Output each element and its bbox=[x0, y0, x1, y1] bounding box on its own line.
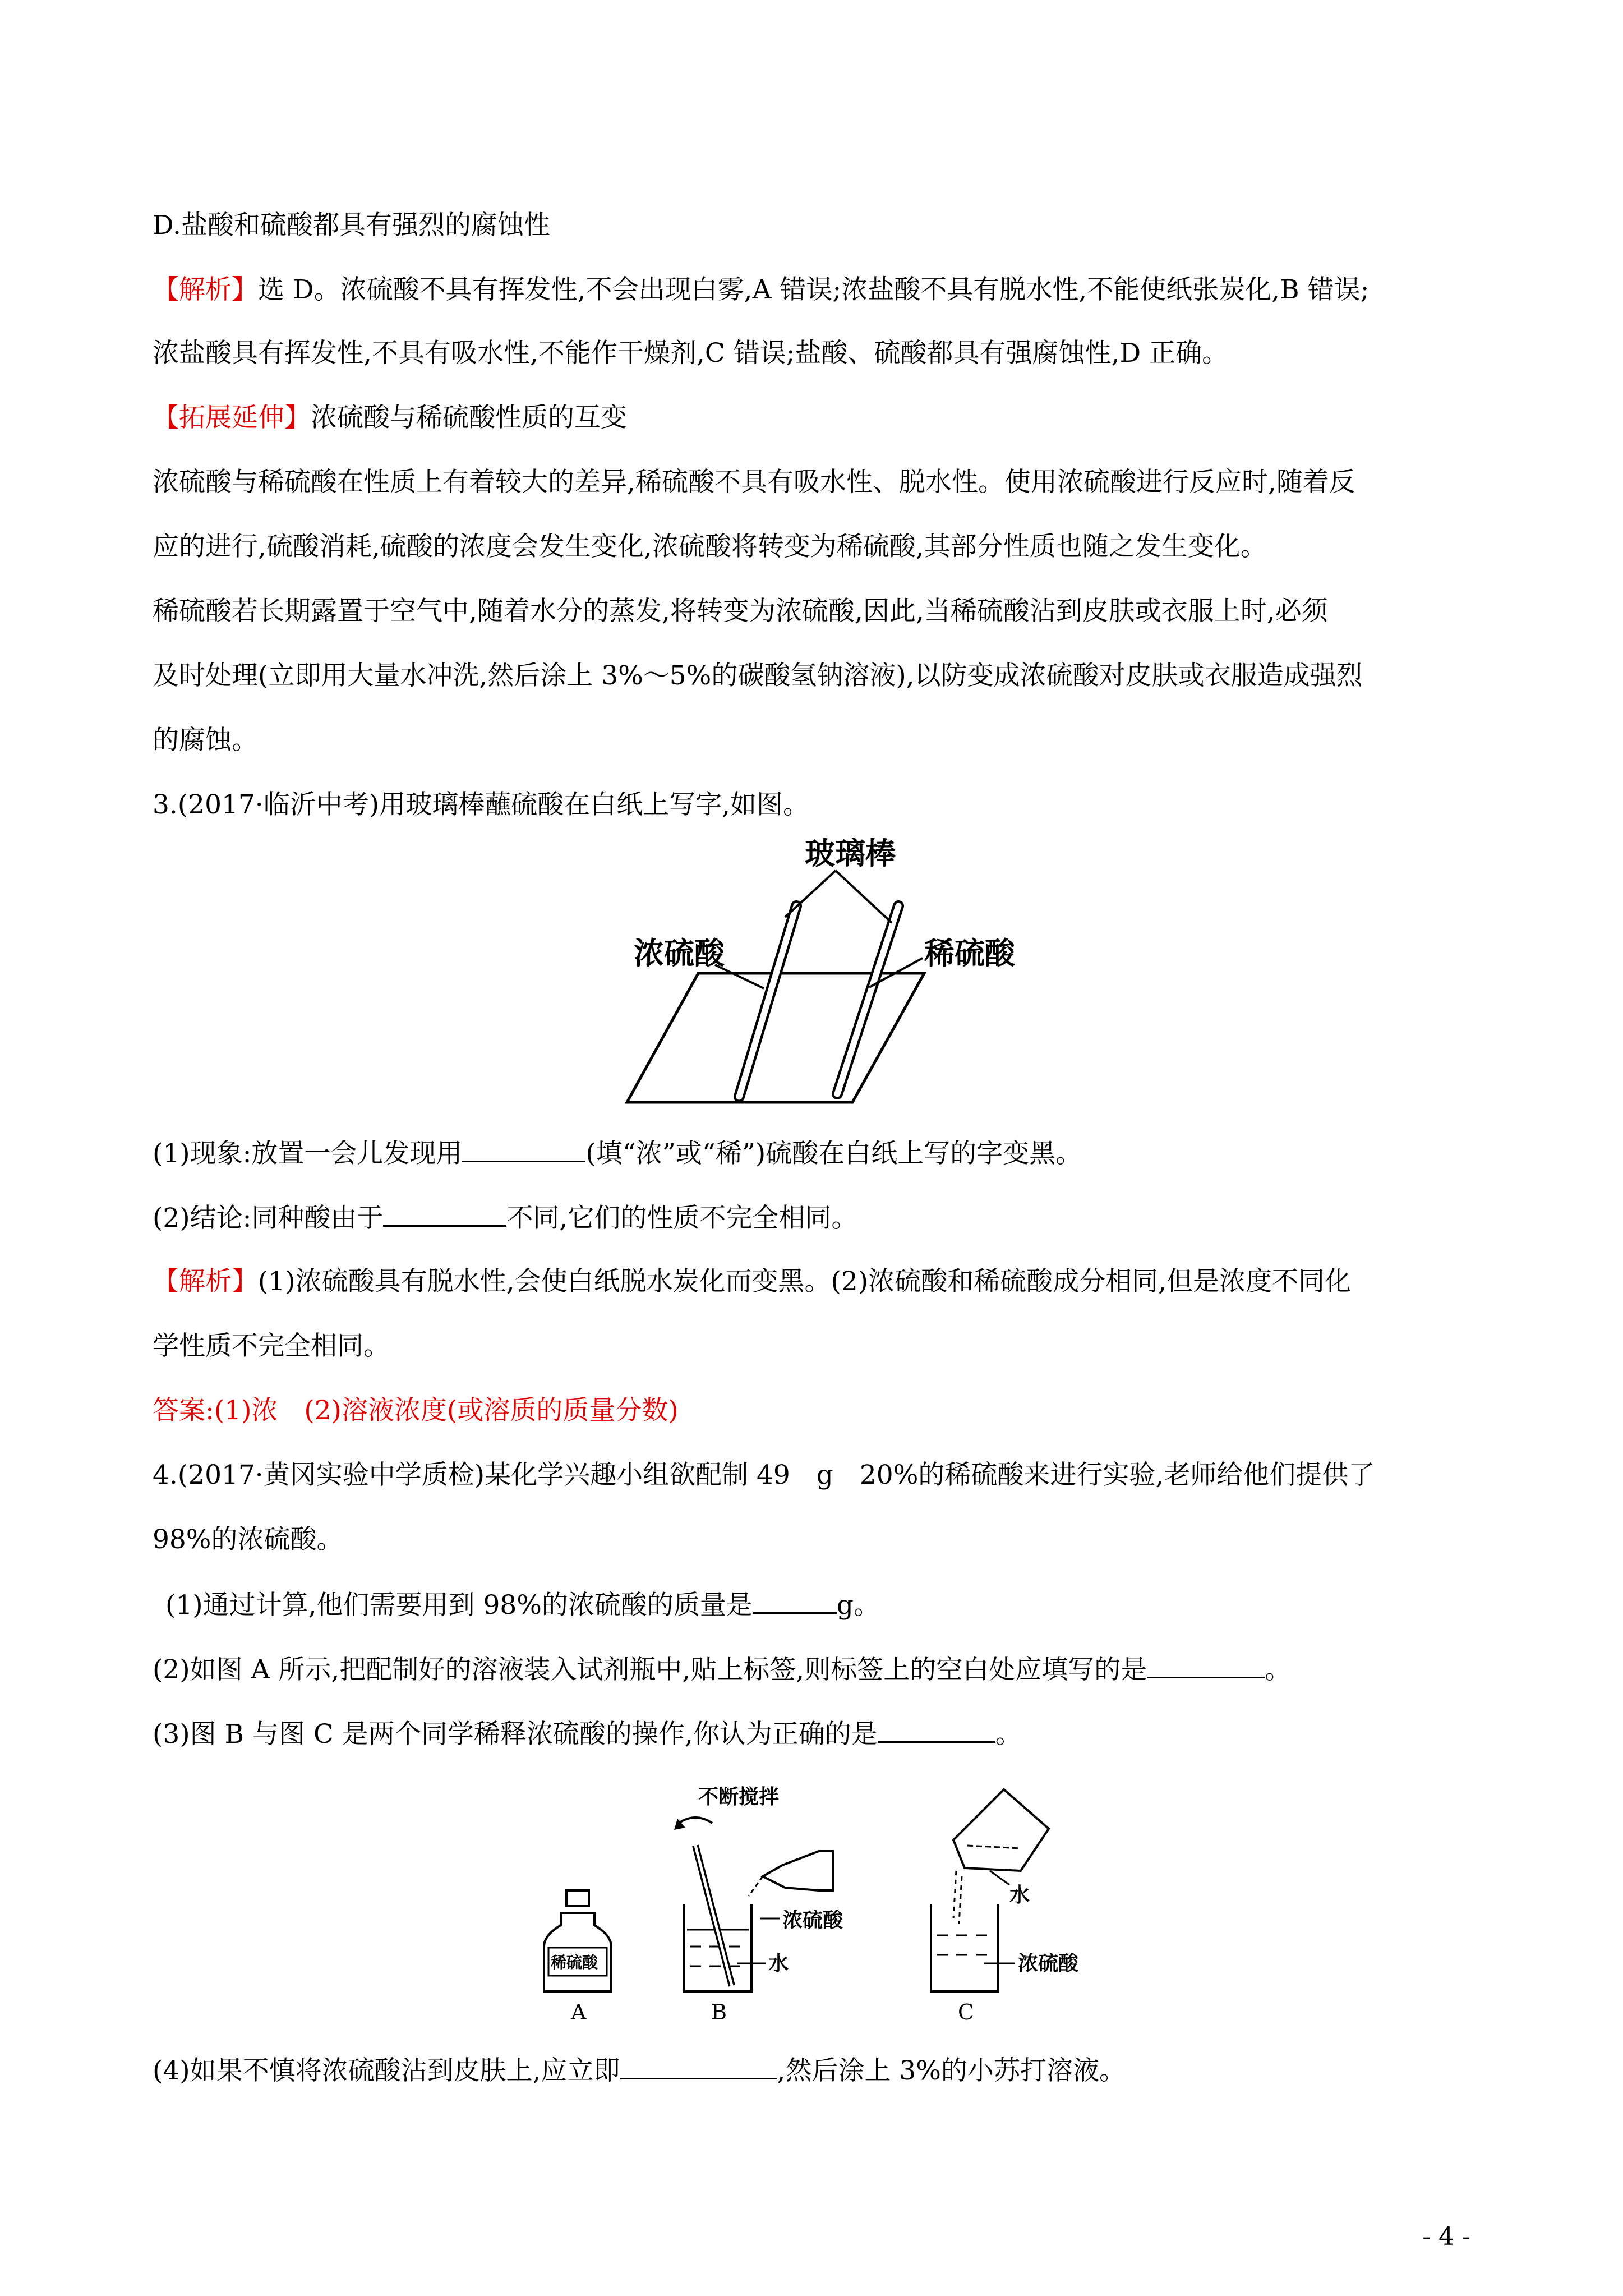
q4-part4 bbox=[153, 2053, 1126, 2088]
extension-p2-l3: 的腐蚀。 bbox=[153, 725, 258, 756]
right-acid-label: 稀硫酸 bbox=[924, 936, 1015, 971]
page-number: - 4 - bbox=[1422, 2223, 1470, 2251]
answer-3: 答案:(1)浓 (2)溶液浓度(或溶质的质量分数) bbox=[153, 1395, 679, 1426]
rod-leader-right bbox=[836, 871, 892, 923]
extension-p1-l2: 应的进行,硫酸消耗,硫酸的浓度会发生变化,浓硫酸将转变为稀硫酸,其部分性质也随之发生变化。 bbox=[153, 531, 1267, 562]
extension-tag: 【拓展延伸】 bbox=[153, 402, 311, 433]
extension-p2-l1: 稀硫酸若长期露置于空气中,随着水分的蒸发,将转变为浓硫酸,因此,当稀硫酸沾到皮肤或衣服上时,必须 bbox=[153, 596, 1328, 627]
q4-blank-1[interactable] bbox=[753, 1588, 837, 1614]
beaker-b bbox=[674, 1786, 843, 1991]
analysis-tag: 【解析】 bbox=[153, 274, 258, 305]
c-acid-label: 浓硫酸 bbox=[1018, 1952, 1079, 1975]
extension-p2-l2: 及时处理(立即用大量水冲洗,然后涂上 3%～5%的碳酸氢钠溶液),以防变成浓硫酸对皮肤或衣服造成强烈 bbox=[153, 660, 1363, 691]
analysis-1-cont: 浓盐酸具有挥发性,不具有吸水性,不能作干燥剂,C 错误;盐酸、硫酸都具有强腐蚀性,D 正确。 bbox=[153, 338, 1229, 369]
q4-part2-text-b: 。 bbox=[1265, 1654, 1292, 1685]
q4-blank-3[interactable] bbox=[878, 1717, 995, 1743]
analysis-2-tag: 【解析】 bbox=[153, 1266, 258, 1297]
q4-part4-text-a: (4)如果不慎将浓硫酸沾到皮肤上,应立即 bbox=[153, 2055, 620, 2086]
q4-blank-4[interactable] bbox=[620, 2053, 777, 2079]
q3-part2-text-a: (2)结论:同种酸由于 bbox=[153, 1203, 384, 1234]
right-glass-rod bbox=[837, 906, 898, 1094]
q4-blank-2[interactable] bbox=[1147, 1652, 1265, 1678]
extension-p1-l1: 浓硫酸与稀硫酸在性质上有着较大的差异,稀硫酸不具有吸水性、脱水性。使用浓硫酸进行反应时,随着反 bbox=[153, 467, 1355, 498]
caption-b: B bbox=[711, 2000, 727, 2024]
extension-title: 浓硫酸与稀硫酸性质的互变 bbox=[311, 402, 627, 433]
option-d: D.盐酸和硫酸都具有强烈的腐蚀性 bbox=[153, 210, 550, 241]
q4-part1 bbox=[165, 1588, 880, 1622]
left-glass-rod bbox=[739, 906, 796, 1097]
b-acid-label: 浓硫酸 bbox=[782, 1909, 843, 1932]
q3-part2-text-b: 不同,它们的性质不完全相同。 bbox=[506, 1203, 858, 1234]
question-4: 4.(2017·黄冈实验中学质检)某化学兴趣小组欲配制 49 g 20%的稀硫酸来进行实验,老师给他们提供了 bbox=[153, 1460, 1375, 1490]
rod-label: 玻璃棒 bbox=[805, 836, 896, 871]
q3-part1-text-b: (填“浓”或“稀”)硫酸在白纸上写的字变黑。 bbox=[585, 1138, 1082, 1169]
bottle-label: 稀硫酸 bbox=[551, 1953, 598, 1972]
q4-part3-text-a: (3)图 B 与图 C 是两个同学稀释浓硫酸的操作,你认为正确的是 bbox=[153, 1719, 878, 1750]
analysis-1 bbox=[153, 273, 1369, 307]
q3-part2 bbox=[153, 1200, 857, 1235]
analysis-2-text: (1)浓硫酸具有脱水性,会使白纸脱水炭化而变黑。(2)浓硫酸和稀硫酸成分相同,但是浓度不同化 bbox=[258, 1266, 1352, 1297]
figure-dilution bbox=[527, 1778, 1144, 2025]
analysis-2-cont: 学性质不完全相同。 bbox=[153, 1331, 390, 1361]
q3-blank-1[interactable] bbox=[462, 1136, 585, 1162]
caption-a: A bbox=[571, 2000, 587, 2024]
caption-c: C bbox=[958, 2000, 975, 2024]
beaker-c bbox=[931, 1789, 1079, 1991]
q4-part3 bbox=[153, 1717, 1022, 1751]
q4-part4-text-b: ,然后涂上 3%的小苏打溶液。 bbox=[777, 2055, 1126, 2086]
left-acid-label: 浓硫酸 bbox=[634, 936, 725, 971]
question-4-cont: 98%的浓硫酸。 bbox=[153, 1524, 343, 1555]
reagent-bottle-a bbox=[544, 1890, 611, 1991]
q4-part3-text-b: 。 bbox=[995, 1719, 1022, 1750]
q3-part1-text-a: (1)现象:放置一会儿发现用 bbox=[153, 1138, 463, 1169]
c-water-label: 水 bbox=[1009, 1884, 1030, 1907]
q3-blank-2[interactable] bbox=[383, 1200, 506, 1227]
q4-part2-text-a: (2)如图 A 所示,把配制好的溶液装入试剂瓶中,贴上标签,则标签上的空白处应填写的是 bbox=[153, 1654, 1147, 1685]
analysis-text: 选 D。浓硫酸不具有挥发性,不会出现白雾,A 错误;浓盐酸不具有脱水性,不能使纸张炭化,B 错误; bbox=[258, 274, 1370, 305]
analysis-2 bbox=[153, 1265, 1351, 1299]
q4-part1-text-a: (1)通过计算,他们需要用到 98%的浓硫酸的质量是 bbox=[165, 1590, 753, 1621]
stir-label: 不断搅拌 bbox=[698, 1786, 780, 1809]
rod-leader-left bbox=[785, 871, 836, 917]
q4-part2 bbox=[153, 1652, 1291, 1687]
extension-heading bbox=[153, 401, 627, 435]
question-3: 3.(2017·临沂中考)用玻璃棒蘸硫酸在白纸上写字,如图。 bbox=[153, 789, 810, 820]
b-water-label: 水 bbox=[768, 1952, 789, 1975]
figure-glass-rods bbox=[617, 836, 1043, 1116]
q3-part1 bbox=[153, 1136, 1082, 1171]
q4-part1-text-b: g。 bbox=[836, 1590, 880, 1621]
